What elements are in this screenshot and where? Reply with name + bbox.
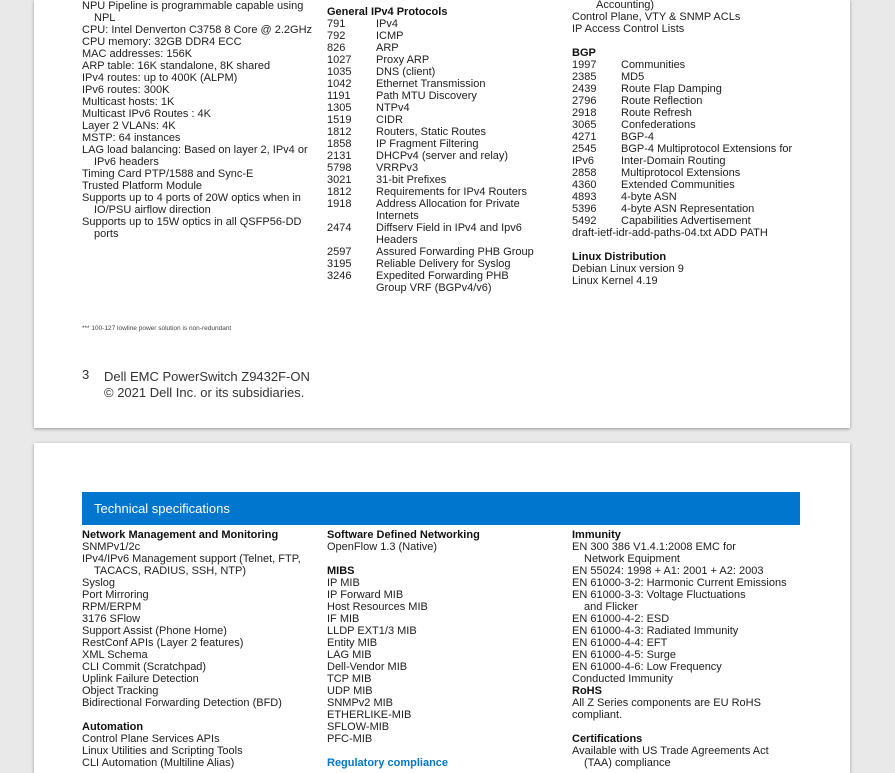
- ipv4-protocols-list: [327, 18, 542, 294]
- immunity-item: Conducted Immunity: [572, 673, 673, 685]
- mib-item: IP MIB: [327, 577, 360, 589]
- ipv4-protocol-row: [327, 222, 542, 246]
- hardware-spec-item: IPv4 routes: up to 400K (ALPM): [82, 72, 238, 84]
- automation-item: Control Plane Services APIs: [82, 733, 220, 745]
- hardware-spec-item: MSTP: 64 instances: [82, 132, 181, 144]
- immunity-item: EN 55024: 1998 + A1: 2001 + A2: 2003: [572, 565, 764, 577]
- rfc-number: 1858: [327, 138, 352, 150]
- rfc-number: 3195: [327, 258, 352, 270]
- bgp-rfc-row: [572, 167, 812, 179]
- rfc-title: Route Flap Damping: [621, 83, 722, 95]
- hardware-spec-item: IPv6 routes: 300K: [82, 84, 170, 96]
- network-management-item: Port Mirroring: [82, 589, 149, 601]
- bgp-rfc-row: [572, 107, 812, 119]
- bgp-rfc-row: [572, 119, 812, 131]
- rfc-number: 826: [327, 42, 346, 54]
- mib-item: IP Forward MIB: [327, 589, 404, 601]
- ipv4-protocol-row: [327, 186, 542, 198]
- rfc-title: Routers, Static Routes: [376, 126, 487, 138]
- ipv4-protocol-row: [327, 198, 542, 222]
- rfc-number: 1305: [327, 102, 352, 114]
- acl-item: Control Plane, VTY & SNMP ACLs: [572, 11, 741, 23]
- certifications-list: [572, 745, 812, 769]
- section-banner-title: Technical specifications: [94, 501, 230, 516]
- network-management-item: TACACS, RADIUS, SSH, NTP): [94, 565, 246, 577]
- ipv4-protocol-row: [327, 18, 542, 30]
- immunity-item: EN 61000-4-2: ESD: [572, 613, 670, 625]
- bgp-rfc-row: [572, 179, 812, 191]
- rfc-number: 1812: [327, 186, 352, 198]
- rfc-number: 1812: [327, 126, 352, 138]
- hardware-spec-item: NPL: [94, 12, 116, 24]
- sdn-list: [327, 541, 557, 553]
- ipv4-protocol-row: [327, 42, 542, 54]
- rfc-number: 2474: [327, 222, 352, 234]
- rfc-number: 5396: [572, 203, 597, 215]
- immunity-item: and Flicker: [584, 601, 638, 613]
- immunity-item: EN 61000-4-5: Surge: [572, 649, 676, 661]
- certifications-heading: Certifications: [572, 733, 643, 745]
- ipv4-protocol-row: [327, 138, 542, 150]
- immunity-heading: Immunity: [572, 529, 621, 541]
- rfc-number: 2858: [572, 167, 597, 179]
- hardware-spec-item: CPU: Intel Denverton C3758 8 Core @ 2.2GHz: [82, 24, 313, 36]
- rfc-title: Communities: [621, 59, 686, 71]
- regulatory-compliance-heading: Regulatory compliance: [327, 757, 449, 769]
- hardware-spec-item: LAG load balancing: Based on layer 2, IPv4 or: [82, 144, 308, 156]
- rfc-number: 1027: [327, 54, 352, 66]
- rfc-number: 2545: [572, 143, 597, 155]
- hardware-spec-item: Trusted Platform Module: [82, 180, 203, 192]
- bgp-rfc-row: [572, 191, 812, 203]
- hardware-spec-item: ARP table: 16K standalone, 8K shared: [82, 60, 271, 72]
- network-management-item: XML Schema: [82, 649, 148, 661]
- rfc-number: 5492: [572, 215, 597, 227]
- rohs-line: All Z Series components are EU RoHS: [572, 697, 761, 709]
- rfc-number: 3246: [327, 270, 352, 282]
- network-management-item: 3176 SFlow: [82, 613, 141, 625]
- rfc-number: 1042: [327, 78, 352, 90]
- mib-item: UDP MIB: [327, 685, 373, 697]
- mib-item: TCP MIB: [327, 673, 372, 685]
- network-management-item: CLI Commit (Scratchpad): [82, 661, 207, 673]
- automation-heading: Automation: [82, 721, 144, 733]
- rfc-title: Requirements for IPv4 Routers: [376, 186, 528, 198]
- hardware-specs-list: [82, 0, 314, 240]
- ipv4-protocols-heading: General IPv4 Protocols: [327, 6, 448, 18]
- immunity-item: EN 61000-3-2: Harmonic Current Emissions: [572, 577, 787, 589]
- rfc-title: VRRPv3: [376, 162, 419, 174]
- immunity-item: EN 61000-4-6: Low Frequency: [572, 661, 722, 673]
- rfc-number: 1035: [327, 66, 352, 78]
- rfc-title: BGP-4: [621, 131, 655, 143]
- ipv4-protocol-row: [327, 258, 542, 270]
- immunity-column: [572, 529, 812, 769]
- ipv4-protocol-row: [327, 54, 542, 66]
- rfc-title: DHCPv4 (server and relay): [376, 150, 509, 162]
- certification-item: Available with US Trade Agreements Act: [572, 745, 769, 757]
- immunity-list: [572, 541, 812, 685]
- rfc-title: Reliable Delivery for Syslog: [376, 258, 511, 270]
- certification-item: (TAA) compliance: [584, 757, 671, 769]
- rohs-line: compliant.: [572, 709, 623, 721]
- network-management-item: Uplink Failure Detection: [82, 673, 199, 685]
- rfc-number: 2385: [572, 71, 597, 83]
- network-management-column: [82, 529, 322, 769]
- hardware-spec-item: ports: [94, 228, 119, 240]
- rfc-title: Extended Communities: [621, 179, 735, 191]
- hardware-spec-item: Layer 2 VLANs: 4K: [82, 120, 176, 132]
- rfc-title: NTPv4: [376, 102, 410, 114]
- network-management-item: IPv4/IPv6 Management support (Telnet, FTP,: [82, 553, 301, 565]
- immunity-item: EN 61000-4-3: Radiated Immunity: [572, 625, 739, 637]
- bgp-rfc-row: [572, 59, 812, 71]
- bgp-rfc-row: [572, 83, 812, 95]
- bgp-linux-column: [572, 0, 812, 287]
- ipv4-protocol-row: [327, 102, 542, 114]
- mib-item: IF MIB: [327, 613, 360, 625]
- network-management-item: Support Assist (Phone Home): [82, 625, 227, 637]
- bgp-rfc-row: [572, 155, 812, 167]
- footer-copyright: © 2021 Dell Inc. or its subsidiaries.: [104, 385, 305, 400]
- rfc-title: Inter-Domain Routing: [621, 155, 726, 167]
- ipv4-protocol-row: [327, 150, 542, 162]
- rfc-number: 4271: [572, 131, 597, 143]
- bgp-add-path-draft: draft-ietf-idr-add-paths-04.txt ADD PATH: [572, 227, 768, 239]
- hardware-spec-item: Supports up to 15W optics in all QSFP56-DD: [82, 216, 302, 228]
- rfc-title: Expedited Forwarding PHB Group VRF (BGPv4/v6): [376, 270, 509, 294]
- sdn-heading: Software Defined Networking: [327, 529, 480, 541]
- automation-item: CLI Automation (Multiline Alias): [82, 757, 235, 769]
- rfc-number: IPv6: [572, 155, 595, 167]
- network-management-item: SNMPv1/2c: [82, 541, 141, 553]
- ipv4-protocol-row: [327, 30, 542, 42]
- rfc-title: Route Reflection: [621, 95, 703, 107]
- ipv4-protocol-row: [327, 78, 542, 90]
- hardware-spec-item: Multicast IPv6 Routes : 4K: [82, 108, 211, 120]
- power-footnote: *** 100-127 lowline power solution is non-redundant: [82, 325, 232, 332]
- mibs-list: [327, 577, 557, 745]
- rfc-title: Capabilities Advertisement: [621, 215, 751, 227]
- rfc-number: 5798: [327, 162, 352, 174]
- rfc-title: Ethernet Transmission: [376, 78, 486, 90]
- immunity-item: EN 61000-3-3: Voltage Fluctuations: [572, 589, 746, 601]
- rfc-title: Address Allocation for Private Internets: [376, 198, 520, 222]
- network-management-item: Object Tracking: [82, 685, 159, 697]
- network-management-item: Bidirectional Forwarding Detection (BFD): [82, 697, 282, 709]
- rfc-number: 2918: [572, 107, 597, 119]
- mib-item: ETHERLIKE-MIB: [327, 709, 412, 721]
- hardware-spec-item: CPU memory: 32GB DDR4 ECC: [82, 36, 242, 48]
- rfc-title: Path MTU Discovery: [376, 90, 477, 102]
- rfc-number: 2131: [327, 150, 352, 162]
- rfc-number: 2439: [572, 83, 597, 95]
- rfc-title: CIDR: [376, 114, 403, 126]
- mib-item: PFC-MIB: [327, 733, 373, 745]
- automation-item: Linux Utilities and Scripting Tools: [82, 745, 243, 757]
- rfc-title: ARP: [376, 42, 399, 54]
- hardware-spec-item: Multicast hosts: 1K: [82, 96, 175, 108]
- network-management-heading: Network Management and Monitoring: [82, 529, 279, 541]
- bgp-rfc-row: [572, 203, 812, 215]
- mib-item: Entity MIB: [327, 637, 378, 649]
- page-footer: [104, 369, 310, 401]
- network-management-item: Syslog: [82, 577, 116, 589]
- spec-page-4: [34, 443, 850, 773]
- bgp-rfc-list: [572, 59, 812, 227]
- rfc-title: Proxy ARP: [376, 54, 430, 66]
- immunity-item: EN 300 386 V1.4.1:2008 EMC for: [572, 541, 736, 553]
- rfc-number: 4360: [572, 179, 597, 191]
- mib-item: Host Resources MIB: [327, 601, 428, 613]
- linux-distribution-item: Linux Kernel 4.19: [572, 275, 658, 287]
- ipv4-protocol-row: [327, 162, 542, 174]
- network-management-item: RPM/ERPM: [82, 601, 142, 613]
- ipv4-protocol-row: [327, 114, 542, 126]
- hardware-spec-item: NPU Pipeline is programmable capable using: [82, 0, 304, 12]
- rfc-number: 1519: [327, 114, 352, 126]
- bgp-rfc-row: [572, 143, 812, 155]
- page-number: 3: [82, 367, 90, 382]
- rfc-title: 31-bit Prefixes: [376, 174, 447, 186]
- rohs-heading: RoHS: [572, 685, 602, 697]
- spec-page-3: [34, 0, 850, 428]
- mib-item: Dell-Vendor MIB: [327, 661, 408, 673]
- rfc-number: 3065: [572, 119, 597, 131]
- hardware-spec-item: IO/PSU airflow direction: [94, 204, 211, 216]
- rfc-number: 2597: [327, 246, 352, 258]
- bgp-rfc-row: [572, 71, 812, 83]
- rfc-title: Diffserv Field in IPv4 and Ipv6 Headers: [376, 222, 522, 246]
- network-management-list: [82, 541, 322, 709]
- mibs-heading: MIBS: [327, 565, 355, 577]
- bgp-rfc-row: [572, 131, 812, 143]
- rfc-number: 1191: [327, 90, 351, 102]
- rfc-number: 2796: [572, 95, 597, 107]
- mib-item: SNMPv2 MIB: [327, 697, 394, 709]
- rfc-number: 792: [327, 30, 346, 42]
- immunity-item: EN 61000-4-4: EFT: [572, 637, 668, 649]
- acl-list: [572, 0, 812, 35]
- ipv4-protocol-row: [327, 90, 542, 102]
- linux-distribution-list: [572, 263, 812, 287]
- sdn-mibs-column: [327, 529, 557, 769]
- rfc-title: BGP-4 Multiprotocol Extensions for: [621, 143, 793, 155]
- acl-item: IP Access Control Lists: [572, 23, 685, 35]
- rfc-number: 1918: [327, 198, 352, 210]
- ipv4-protocol-row: [327, 270, 542, 294]
- rfc-number: 4893: [572, 191, 597, 203]
- mib-item: SFLOW-MIB: [327, 721, 390, 733]
- rfc-number: 3021: [327, 174, 352, 186]
- rfc-title: Route Refresh: [621, 107, 692, 119]
- hardware-spec-item: Supports up to 4 ports of 20W optics when in: [82, 192, 301, 204]
- ipv4-protocol-row: [327, 126, 542, 138]
- rfc-title: IPv4: [376, 18, 399, 30]
- rohs-text: [572, 697, 812, 721]
- rfc-title: IP Fragment Filtering: [376, 138, 479, 150]
- hardware-spec-item: IPv6 headers: [94, 156, 159, 168]
- rfc-title: Assured Forwarding PHB Group: [376, 246, 534, 258]
- rfc-title: 4-byte ASN: [621, 191, 677, 203]
- bgp-heading: BGP: [572, 47, 596, 59]
- rfc-title: MD5: [621, 71, 645, 83]
- rfc-number: 1997: [572, 59, 597, 71]
- linux-distribution-item: Debian Linux version 9: [572, 263, 684, 275]
- acl-item: Accounting): [596, 0, 655, 11]
- immunity-item: Network Equipment: [584, 553, 680, 565]
- rfc-title: ICMP: [376, 30, 404, 42]
- hardware-spec-item: MAC addresses: 156K: [82, 48, 193, 60]
- ipv4-protocol-row: [327, 174, 542, 186]
- ipv4-protocol-row: [327, 66, 542, 78]
- rfc-title: DNS (client): [376, 66, 436, 78]
- automation-list: [82, 733, 322, 769]
- linux-distribution-heading: Linux Distribution: [572, 251, 667, 263]
- ipv4-protocol-row: [327, 246, 542, 258]
- rfc-title: Confederations: [621, 119, 696, 131]
- mib-item: LLDP EXT1/3 MIB: [327, 625, 417, 637]
- hardware-specs-column: [82, 0, 314, 240]
- sdn-item: OpenFlow 1.3 (Native): [327, 541, 438, 553]
- rfc-number: 791: [327, 18, 346, 30]
- hardware-spec-item: Timing Card PTP/1588 and Sync-E: [82, 168, 254, 180]
- bgp-rfc-row: [572, 215, 812, 227]
- footer-product-title: Dell EMC PowerSwitch Z9432F-ON: [104, 369, 310, 384]
- rfc-title: 4-byte ASN Representation: [621, 203, 755, 215]
- ipv4-protocols-column: [327, 6, 549, 294]
- section-banner: [82, 492, 800, 525]
- network-management-item: RestConf APIs (Layer 2 features): [82, 637, 244, 649]
- bgp-rfc-row: [572, 95, 812, 107]
- rfc-title: Multiprotocol Extensions: [621, 167, 741, 179]
- mib-item: LAG MIB: [327, 649, 372, 661]
